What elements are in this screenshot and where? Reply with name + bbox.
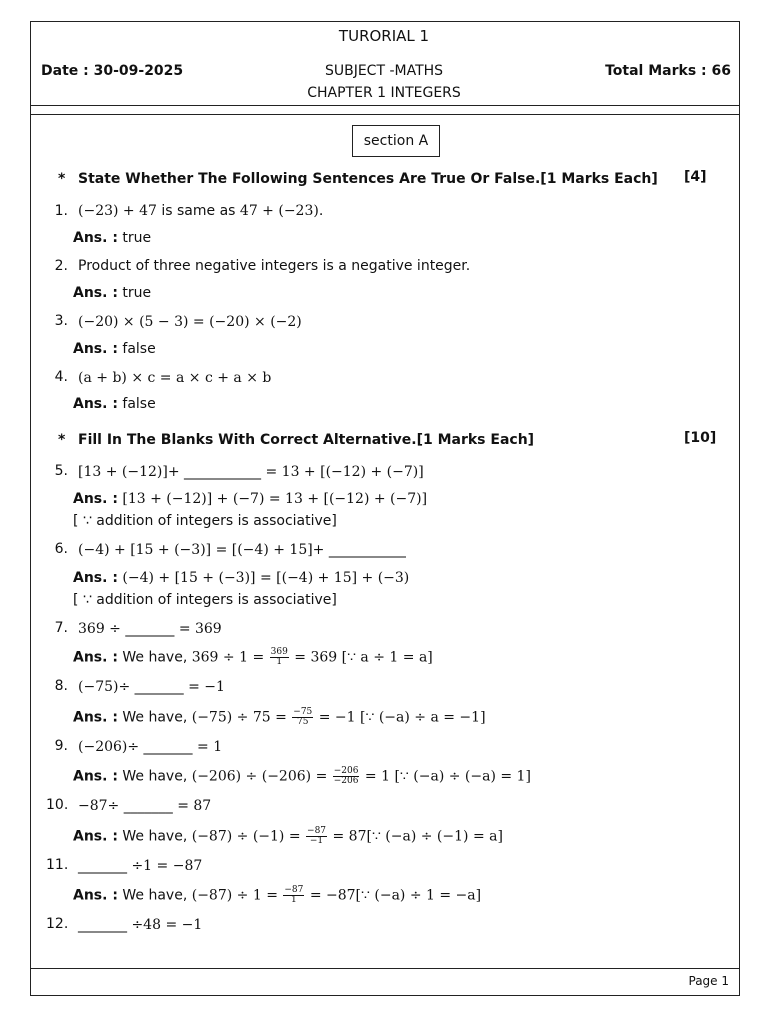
question-text: 369 ÷ _______ = 369 xyxy=(78,621,222,637)
footer-divider xyxy=(30,968,740,969)
question-text: (−206)÷ _______ = 1 xyxy=(78,739,223,755)
question-number: 4. xyxy=(54,369,68,385)
group-heading: Fill In The Blanks With Correct Alternative.[1 Marks Each] xyxy=(78,432,535,448)
question-text: −87÷ _______ = 87 xyxy=(78,798,212,814)
section-title: section A xyxy=(352,125,440,157)
answer-blank: _______ xyxy=(130,679,189,695)
subject-label: SUBJECT -MATHS xyxy=(324,63,444,79)
answer: Ans. : false xyxy=(73,396,156,412)
answer: Ans. : false xyxy=(73,341,156,357)
group-heading: State Whether The Following Sentences Are True Or False.[1 Marks Each] xyxy=(78,171,658,187)
answer-blank: _______ xyxy=(78,858,132,874)
question-text: (−20) × (5 − 3) = (−20) × (−2) xyxy=(78,314,302,330)
question-number: 2. xyxy=(54,258,68,274)
question-text: Product of three negative integers is a negative integer. xyxy=(78,258,471,274)
fraction: $\frac{369}{1}$ xyxy=(270,647,288,667)
page-number: Page 1 xyxy=(688,974,729,988)
question-text: [13 + (−12)]+ ___________ = 13 + [(−12) + (−7)] xyxy=(78,464,424,480)
answer: Ans. : true xyxy=(73,230,152,246)
answer-blank: _______ xyxy=(119,798,178,814)
answer: Ans. : We have, (−87) ÷ (−1) = $\frac{-87}{-1}$ = 87[∵ (−a) ÷ (−1) = a] xyxy=(73,826,503,846)
question-text: (−75)÷ _______ = −1 xyxy=(78,679,225,695)
answer: Ans. : [13 + (−12)] + (−7) = 13 + [(−12) + (−7)] xyxy=(73,491,428,507)
answer-reason: [ ∵ addition of integers is associative] xyxy=(73,592,337,608)
date-label: Date : 30-09-2025 xyxy=(41,63,184,79)
answer: Ans. : We have, (−75) ÷ 75 = $\frac{-75}{75}$ = −1 [∵ (−a) ÷ a = −1] xyxy=(73,707,486,727)
answer-blank: _______ xyxy=(139,739,198,755)
question-number: 5. xyxy=(54,463,68,479)
fraction: $\frac{-87}{1}$ xyxy=(284,885,304,905)
answer: Ans. : We have, 369 ÷ 1 = $\frac{369}{1}$ = 369 [∵ a ÷ 1 = a] xyxy=(73,647,433,667)
answer-blank: _______ xyxy=(78,917,132,933)
question-number: 8. xyxy=(54,678,68,694)
answer: Ans. : We have, (−206) ÷ (−206) = $\frac{-206}{-206}$ = 1 [∵ (−a) ÷ (−a) = 1] xyxy=(73,766,531,786)
group-marks: [10] xyxy=(684,430,717,446)
question-text: (−4) + [15 + (−3)] = [(−4) + 15]+ ___________ xyxy=(78,542,406,558)
header-divider-double xyxy=(30,114,740,115)
question-text: _______ ÷1 = −87 xyxy=(78,858,203,874)
bullet-star: * xyxy=(58,432,66,448)
header-divider xyxy=(30,105,740,106)
answer: Ans. : true xyxy=(73,285,152,301)
fraction: $\frac{-75}{75}$ xyxy=(293,707,313,727)
question-number: 6. xyxy=(54,541,68,557)
group-marks: [4] xyxy=(684,169,707,185)
chapter-label: CHAPTER 1 INTEGERS xyxy=(307,85,461,101)
question-number: 1. xyxy=(54,203,68,219)
question-number: 10. xyxy=(46,797,69,813)
question-number: 12. xyxy=(46,916,69,932)
question-number: 9. xyxy=(54,738,68,754)
page-border xyxy=(30,21,740,996)
total-marks: Total Marks : 66 xyxy=(605,63,731,79)
question-text: (a + b) × c = a × c + a × b xyxy=(78,370,272,386)
bullet-star: * xyxy=(58,171,66,187)
answer-blank: ___________ xyxy=(324,542,406,558)
question-number: 11. xyxy=(46,857,69,873)
page-title: TURORIAL 1 xyxy=(338,27,430,45)
answer-blank: _______ xyxy=(120,621,179,637)
answer: Ans. : (−4) + [15 + (−3)] = [(−4) + 15] + (−3) xyxy=(73,570,410,586)
question-number: 3. xyxy=(54,313,68,329)
question-number: 7. xyxy=(54,620,68,636)
question-text: (−23) + 47 is same as 47 + (−23). xyxy=(78,203,324,219)
answer-reason: [ ∵ addition of integers is associative] xyxy=(73,513,337,529)
answer-blank: ___________ xyxy=(179,464,266,480)
fraction: $\frac{-206}{-206}$ xyxy=(333,766,359,786)
question-text: _______ ÷48 = −1 xyxy=(78,917,203,933)
fraction: $\frac{-87}{-1}$ xyxy=(307,826,327,846)
answer: Ans. : We have, (−87) ÷ 1 = $\frac{-87}{1}$ = −87[∵ (−a) ÷ 1 = −a] xyxy=(73,885,482,905)
